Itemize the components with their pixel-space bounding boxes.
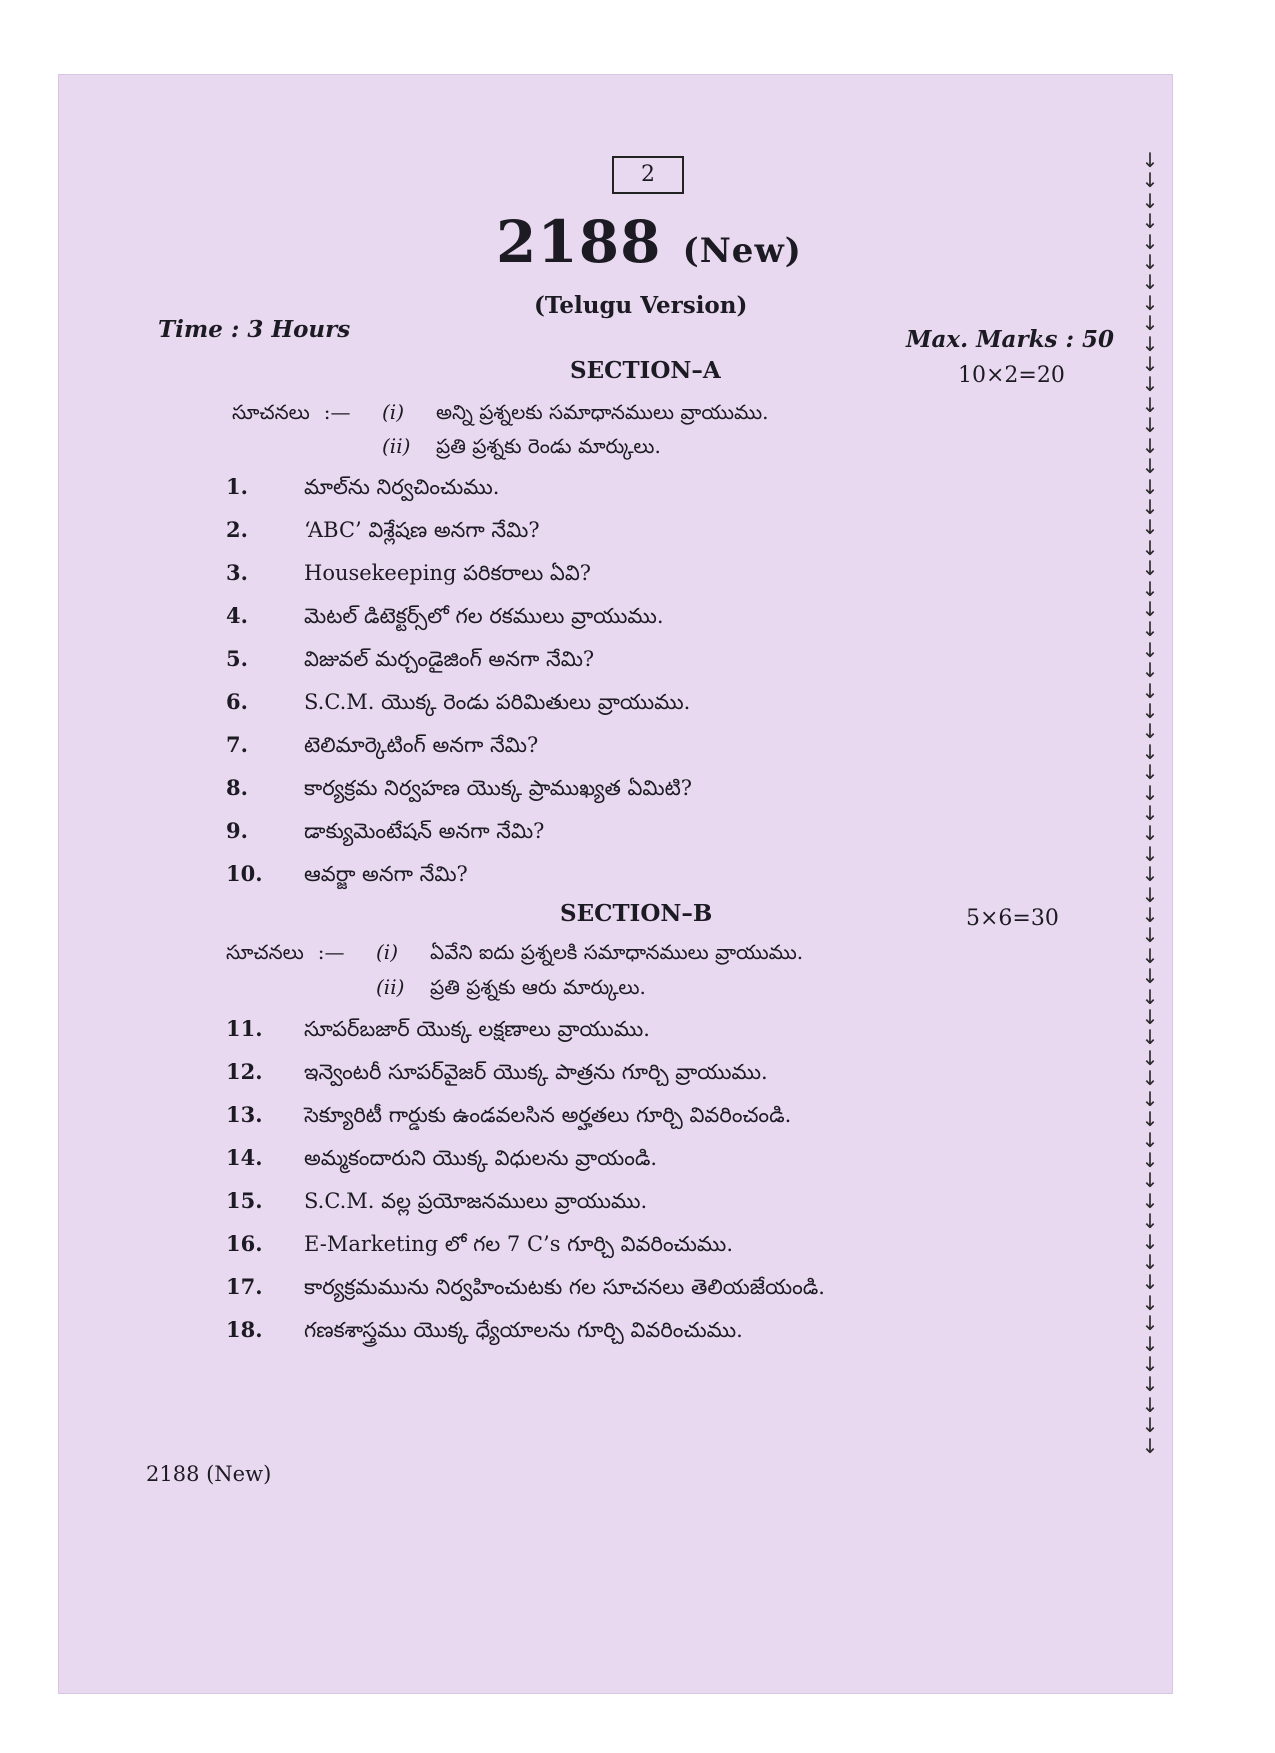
question-text: అమ్మకందారుని యొక్క విధులను వ్రాయండి. [304, 1146, 658, 1170]
question-9 [226, 818, 544, 849]
question-10 [226, 861, 468, 892]
down-arrow-icon: ↓ [1141, 576, 1159, 601]
question-2 [226, 517, 540, 548]
question-number: 13. [226, 1102, 263, 1127]
down-arrow-icon: ↓ [1141, 1107, 1159, 1132]
down-arrow-icon: ↓ [1141, 1290, 1159, 1315]
down-arrow-icon: ↓ [1141, 882, 1159, 907]
question-16 [226, 1231, 733, 1262]
instruction-text: అన్ని ప్రశ్నలకు సమాధానములు వ్రాయుము. [436, 400, 769, 424]
down-arrow-icon: ↓ [1141, 1372, 1159, 1397]
question-number: 17. [226, 1274, 263, 1299]
question-number: 15. [226, 1188, 263, 1213]
question-5 [226, 646, 594, 677]
down-arrow-icon: ↓ [1141, 494, 1159, 519]
down-arrow-icon: ↓ [1141, 1066, 1159, 1091]
question-7 [226, 732, 538, 763]
down-arrow-icon: ↓ [1141, 678, 1159, 703]
down-arrow-icon: ↓ [1141, 1392, 1159, 1417]
down-arrow-icon: ↓ [1141, 780, 1159, 805]
down-arrow-icon: ↓ [1141, 372, 1159, 397]
question-1 [226, 474, 499, 505]
down-arrow-icon: ↓ [1141, 1229, 1159, 1254]
time-allowed: Time : 3 Hours [158, 316, 351, 343]
version-label: (Telugu Version) [534, 292, 748, 319]
down-arrow-icon: ↓ [1141, 290, 1159, 315]
section-a-instructions-label [232, 400, 351, 429]
max-marks: Max. Marks : 50 [906, 326, 1114, 353]
down-arrow-icon: ↓ [1141, 188, 1159, 213]
down-arrow-icon: ↓ [1141, 474, 1159, 499]
question-number: 2. [226, 517, 248, 542]
down-arrow-icon: ↓ [1141, 1025, 1159, 1050]
instruction-text: ఏవేని ఐదు ప్రశ్నలకి సమాధానములు వ్రాయుము. [430, 940, 804, 964]
down-arrow-icon: ↓ [1141, 454, 1159, 479]
paper-code-suffix: (New) [682, 231, 802, 271]
down-arrow-icon: ↓ [1141, 923, 1159, 948]
down-arrow-icon: ↓ [1141, 617, 1159, 642]
section-b-instruction-2 [376, 975, 646, 1004]
question-number: 14. [226, 1145, 263, 1170]
down-arrow-icon: ↓ [1141, 209, 1159, 234]
down-arrow-icon: ↓ [1141, 1127, 1159, 1152]
section-a-instruction-1 [382, 400, 768, 429]
margin-arrow-column [1138, 150, 1162, 1456]
question-number: 9. [226, 818, 248, 843]
down-arrow-icon: ↓ [1141, 719, 1159, 744]
down-arrow-icon: ↓ [1141, 392, 1159, 417]
down-arrow-icon: ↓ [1141, 250, 1159, 275]
down-arrow-icon: ↓ [1141, 739, 1159, 764]
page-number-box: 2 [612, 156, 684, 194]
down-arrow-icon: ↓ [1141, 760, 1159, 785]
instructions-separator: :— [317, 940, 345, 964]
question-text: కార్యక్రమమును నిర్వహించుటకు గల సూచనలు తెలియజేయండి. [304, 1275, 825, 1299]
paper-code-title [496, 208, 802, 276]
down-arrow-icon: ↓ [1141, 1045, 1159, 1070]
section-a-marks: 10×2=20 [958, 363, 1065, 388]
question-number: 12. [226, 1059, 263, 1084]
question-17 [226, 1274, 825, 1305]
question-number: 8. [226, 775, 248, 800]
question-15 [226, 1188, 647, 1219]
down-arrow-icon: ↓ [1141, 984, 1159, 1009]
question-text: కార్యక్రమ నిర్వహణ యొక్క ప్రాముఖ్యత ఏమిటి? [304, 776, 693, 800]
footer-paper-code: 2188 (New) [146, 1462, 272, 1486]
section-b-title: SECTION–B [560, 900, 713, 927]
question-text: మెటల్ డిటెక్టర్స్‌లో గల రకములు వ్రాయుము. [304, 604, 664, 628]
instructions-label-text: సూచనలు [232, 400, 310, 424]
question-3 [226, 560, 591, 591]
question-text: ‘ABC’ విశ్లేషణ అనగా నేమి? [304, 518, 540, 542]
down-arrow-icon: ↓ [1141, 515, 1159, 540]
paper-code: 2188 [496, 208, 662, 276]
down-arrow-icon: ↓ [1141, 1351, 1159, 1376]
down-arrow-icon: ↓ [1141, 270, 1159, 295]
question-text: గణకశాస్త్రము యొక్క ధ్యేయాలను గూర్చి వివరించుము. [304, 1318, 743, 1342]
down-arrow-icon: ↓ [1141, 964, 1159, 989]
question-8 [226, 775, 692, 806]
question-text: మాల్‌ను నిర్వచించుము. [304, 475, 500, 499]
down-arrow-icon: ↓ [1141, 229, 1159, 254]
question-text: విజువల్ మర్చండైజింగ్ అనగా నేమి? [304, 647, 595, 671]
section-a-title: SECTION–A [570, 357, 721, 384]
down-arrow-icon: ↓ [1141, 596, 1159, 621]
question-number: 1. [226, 474, 248, 499]
question-text: S.C.M. వల్ల ప్రయోజనములు వ్రాయుము. [304, 1189, 648, 1213]
instructions-separator: :— [323, 400, 351, 424]
question-text: సూపర్‌బజార్ యొక్క లక్షణాలు వ్రాయుము. [304, 1017, 650, 1041]
question-number: 18. [226, 1317, 263, 1342]
down-arrow-icon: ↓ [1141, 352, 1159, 377]
instruction-roman: (i) [376, 940, 399, 964]
down-arrow-icon: ↓ [1141, 658, 1159, 683]
down-arrow-icon: ↓ [1141, 841, 1159, 866]
question-number: 3. [226, 560, 248, 585]
section-b-instruction-1 [376, 940, 803, 969]
down-arrow-icon: ↓ [1141, 433, 1159, 458]
question-number: 16. [226, 1231, 263, 1256]
down-arrow-icon: ↓ [1141, 903, 1159, 928]
question-text: డాక్యుమెంటేషన్ అనగా నేమి? [304, 819, 545, 843]
down-arrow-icon: ↓ [1141, 535, 1159, 560]
down-arrow-icon: ↓ [1141, 1433, 1159, 1458]
question-12 [226, 1059, 768, 1090]
question-13 [226, 1102, 791, 1133]
down-arrow-icon: ↓ [1141, 1270, 1159, 1295]
down-arrow-icon: ↓ [1141, 413, 1159, 438]
down-arrow-icon: ↓ [1141, 821, 1159, 846]
question-number: 5. [226, 646, 248, 671]
question-text: టెలిమార్కెటింగ్ అనగా నేమి? [304, 733, 539, 757]
question-number: 4. [226, 603, 248, 628]
down-arrow-icon: ↓ [1141, 1209, 1159, 1234]
down-arrow-icon: ↓ [1141, 1311, 1159, 1336]
down-arrow-icon: ↓ [1141, 1147, 1159, 1172]
question-text: ఆవర్జా అనగా నేమి? [304, 862, 468, 886]
down-arrow-icon: ↓ [1141, 1005, 1159, 1030]
instruction-text: ప్రతి ప్రశ్నకు రెండు మార్కులు. [436, 434, 661, 458]
down-arrow-icon: ↓ [1141, 1413, 1159, 1438]
instruction-roman: (ii) [376, 975, 405, 999]
question-number: 11. [226, 1016, 263, 1041]
question-18 [226, 1317, 743, 1348]
down-arrow-icon: ↓ [1141, 148, 1159, 172]
down-arrow-icon: ↓ [1141, 1086, 1159, 1111]
question-text: సెక్యూరిటీ గార్డుకు ఉండవలసిన అర్హతలు గూర్చి వివరించండి. [304, 1103, 792, 1127]
section-b-instructions-label [226, 940, 345, 969]
question-text: Housekeeping పరికరాలు ఏవి? [304, 561, 592, 585]
section-a-instruction-2 [382, 434, 661, 463]
instruction-text: ప్రతి ప్రశ్నకు ఆరు మార్కులు. [430, 975, 646, 999]
down-arrow-icon: ↓ [1141, 1331, 1159, 1356]
question-11 [226, 1016, 650, 1047]
section-b-marks: 5×6=30 [966, 906, 1059, 931]
question-number: 10. [226, 861, 263, 886]
question-14 [226, 1145, 657, 1176]
down-arrow-icon: ↓ [1141, 1188, 1159, 1213]
down-arrow-icon: ↓ [1141, 637, 1159, 662]
down-arrow-icon: ↓ [1141, 168, 1159, 193]
down-arrow-icon: ↓ [1141, 943, 1159, 968]
down-arrow-icon: ↓ [1141, 311, 1159, 336]
down-arrow-icon: ↓ [1141, 862, 1159, 887]
down-arrow-icon: ↓ [1141, 698, 1159, 723]
instructions-label-text: సూచనలు [226, 940, 304, 964]
down-arrow-icon: ↓ [1141, 331, 1159, 356]
down-arrow-icon: ↓ [1141, 1168, 1159, 1193]
down-arrow-icon: ↓ [1141, 1249, 1159, 1274]
down-arrow-icon: ↓ [1141, 801, 1159, 825]
question-6 [226, 689, 690, 720]
instruction-roman: (i) [382, 400, 405, 424]
question-text: ఇన్వెంటరీ సూపర్‌వైజర్ యొక్క పాత్రను గూర్చి వ్రాయుము. [304, 1060, 768, 1084]
question-number: 6. [226, 689, 248, 714]
question-4 [226, 603, 664, 634]
instruction-roman: (ii) [382, 434, 411, 458]
question-number: 7. [226, 732, 248, 757]
question-text: E-Marketing లో గల 7 C’s గూర్చి వివరించుము. [304, 1232, 734, 1256]
question-text: S.C.M. యొక్క రెండు పరిమితులు వ్రాయుము. [304, 690, 691, 714]
down-arrow-icon: ↓ [1141, 556, 1159, 581]
